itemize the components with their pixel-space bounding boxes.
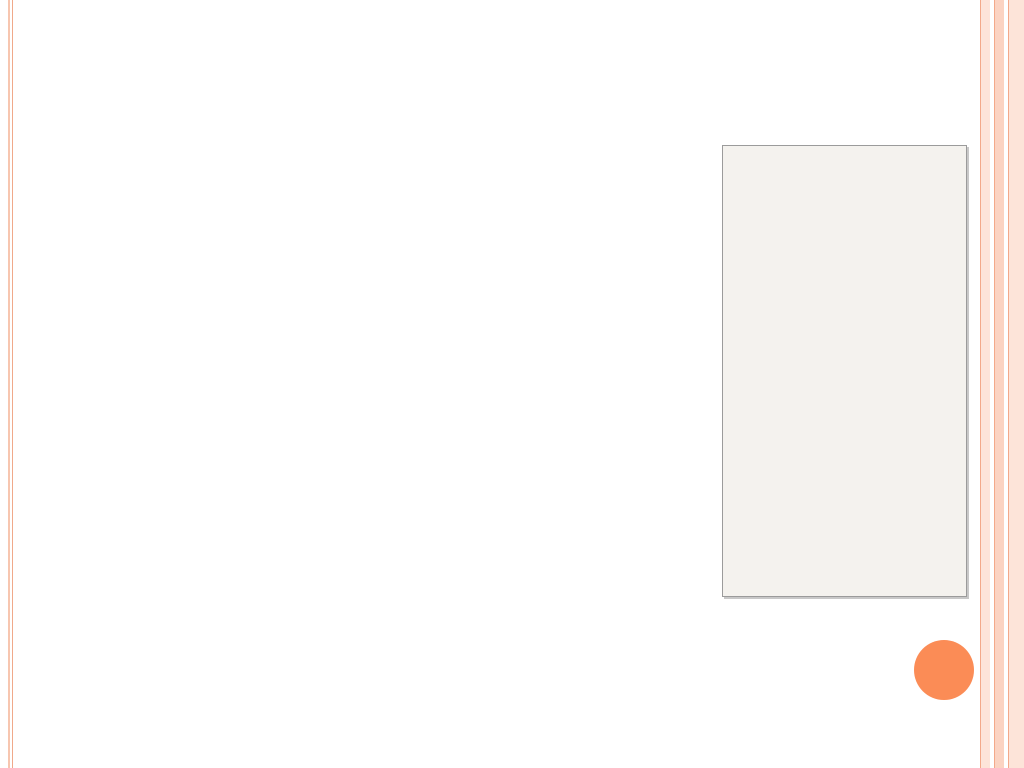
stripe (994, 0, 1004, 768)
stripe (1008, 0, 1024, 768)
views-menu-screenshot (722, 145, 967, 597)
right-decorative-stripes (980, 0, 1024, 768)
stripe (980, 0, 990, 768)
left-frame-border (0, 0, 13, 768)
decorative-circle (914, 640, 974, 700)
left-frame-inner-line (8, 0, 10, 768)
